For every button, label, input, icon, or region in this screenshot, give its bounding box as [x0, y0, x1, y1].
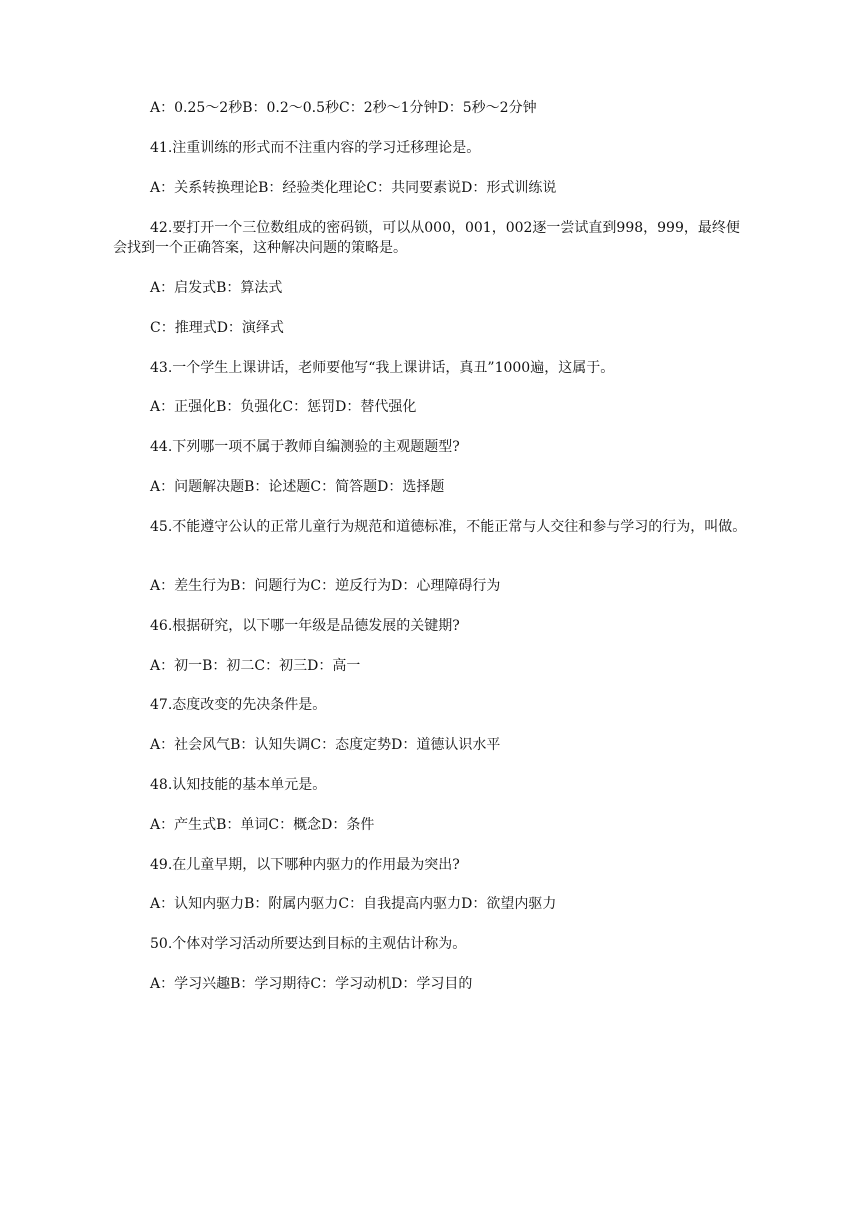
answer-options-q45: A：差生行为B：问题行为C：逆反行为D：心理障碍行为 — [150, 578, 501, 594]
answer-options-q41: A：关系转换理论B：经验类化理论C：共同要素说D：形式训练说 — [150, 180, 557, 196]
question-41: 41.注重训练的形式而不注重内容的学习迁移理论是。 — [150, 140, 481, 156]
answer-options-q47: A：社会风气B：认知失调C：态度定势D：道德认识水平 — [150, 737, 501, 753]
answer-options-q44: A：问题解决题B：论述题C：简答题D：选择题 — [150, 479, 445, 495]
answer-options-q40: A：0.25～2秒B：0.2～0.5秒C：2秒～1分钟D：5秒～2分钟 — [150, 100, 537, 116]
question-43: 43.一个学生上课讲话，老师要他写“我上课讲话，真丑”1000遍，这属于。 — [150, 360, 615, 376]
answer-options-q43: A：正强化B：负强化C：惩罚D：替代强化 — [150, 399, 417, 415]
question-49: 49.在儿童早期，以下哪种内驱力的作用最为突出? — [150, 857, 460, 873]
question-46: 46.根据研究，以下哪一年级是品德发展的关键期? — [150, 618, 460, 634]
question-48: 48.认知技能的基本单元是。 — [150, 777, 327, 793]
question-44: 44.下列哪一项不属于教师自编测验的主观题题型? — [150, 439, 460, 455]
answer-options-q42-cd: C：推理式D：演绎式 — [150, 320, 284, 336]
question-45: 45.不能遵守公认的正常儿童行为规范和道德标准，不能正常与人交往和参与学习的行为，叫做。 — [150, 519, 747, 535]
question-47: 47.态度改变的先决条件是。 — [150, 697, 327, 713]
answer-options-q48: A：产生式B：单词C：概念D：条件 — [150, 817, 375, 833]
answer-options-q50: A：学习兴趣B：学习期待C：学习动机D：学习目的 — [150, 976, 473, 992]
answer-options-q42-ab: A：启发式B：算法式 — [150, 280, 283, 296]
answer-options-q49: A：认知内驱力B：附属内驱力C：自我提高内驱力D：欲望内驱力 — [150, 896, 557, 912]
question-50: 50.个体对学习活动所要达到目标的主观估计称为。 — [150, 936, 467, 952]
question-42: 42.要打开一个三位数组成的密码锁，可以从000，001，002逐一尝试直到998，999，最终便会找到一个正确答案，这种解决问题的策略是。 — [113, 220, 740, 256]
answer-options-q46: A：初一B：初二C：初三D：高一 — [150, 658, 361, 674]
